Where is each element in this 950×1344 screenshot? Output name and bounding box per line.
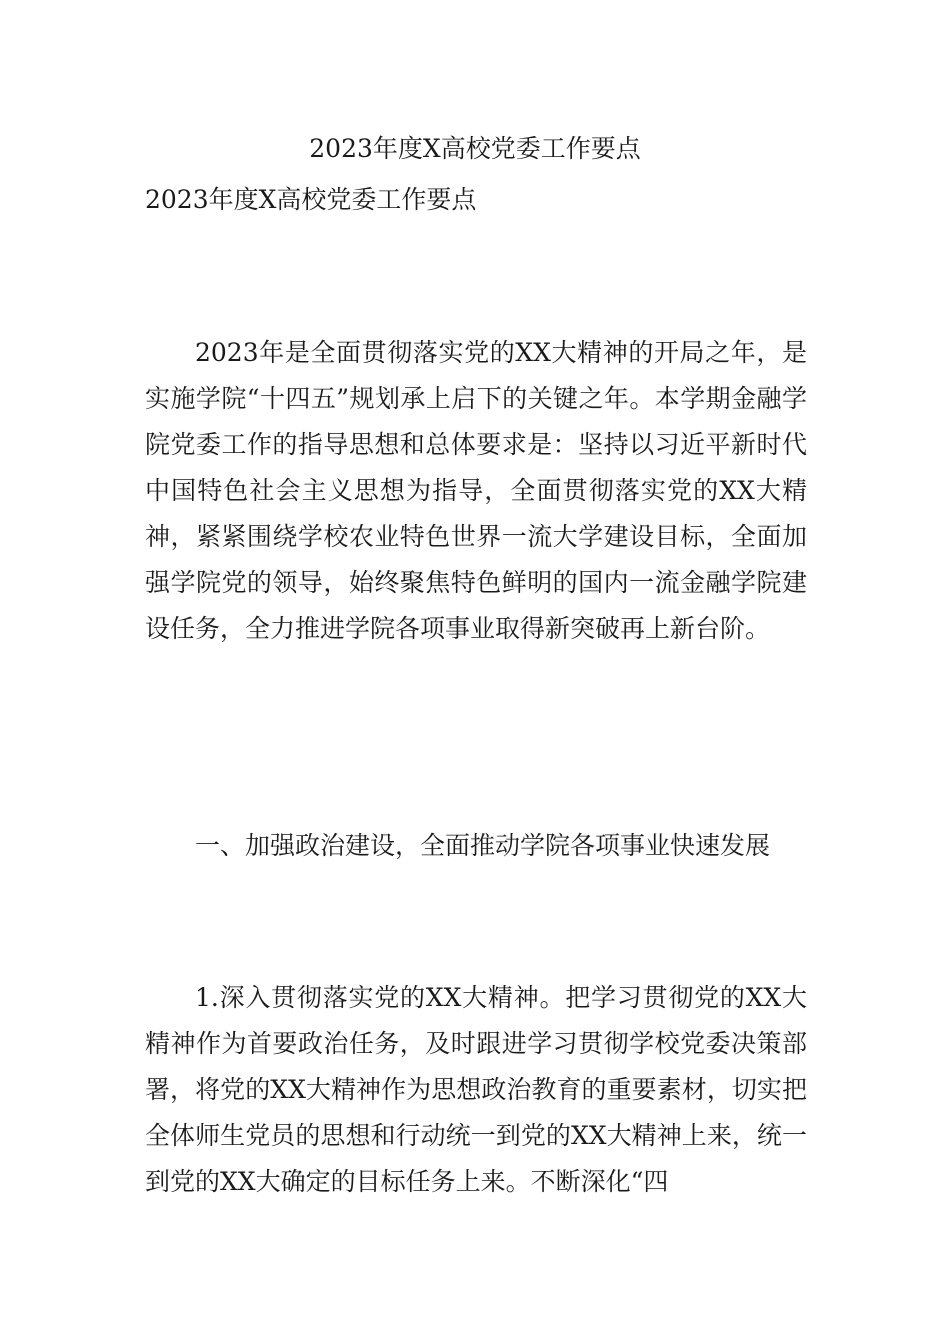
intro-paragraph: 2023年是全面贯彻落实党的XX大精神的开局之年，是实施学院“十四五”规划承上启下的关键之年。本学期金融学院党委工作的指导思想和总体要求是：坚持以习近平新时代中国特色社会主义思想为指导，全面贯彻落实党的XX大精神，紧紧围绕学校农业特色世界一流大学建设目标，全面加强学院党的领导，始终聚焦特色鲜明的国内一流金融学院建设任务，全力推进学院各项事业取得新突破再上新台阶。: [145, 338, 807, 643]
section-heading-1: 一、加强政治建设，全面推动学院各项事业快速发展: [195, 831, 771, 860]
item-paragraph-1: 1.深入贯彻落实党的XX大精神。把学习贯彻党的XX大精神作为首要政治任务，及时跟进学习贯彻学校党委决策部署，将党的XX大精神作为思想政治教育的重要素材，切实把全体师生党员的思想和行动统一到党的XX大精神上来，统一到党的XX大确定的目标任务上来。不断深化“四: [145, 983, 807, 1196]
document-title: 2023年度X高校党委工作要点: [309, 134, 641, 163]
document-subtitle: 2023年度X高校党委工作要点: [145, 185, 477, 214]
